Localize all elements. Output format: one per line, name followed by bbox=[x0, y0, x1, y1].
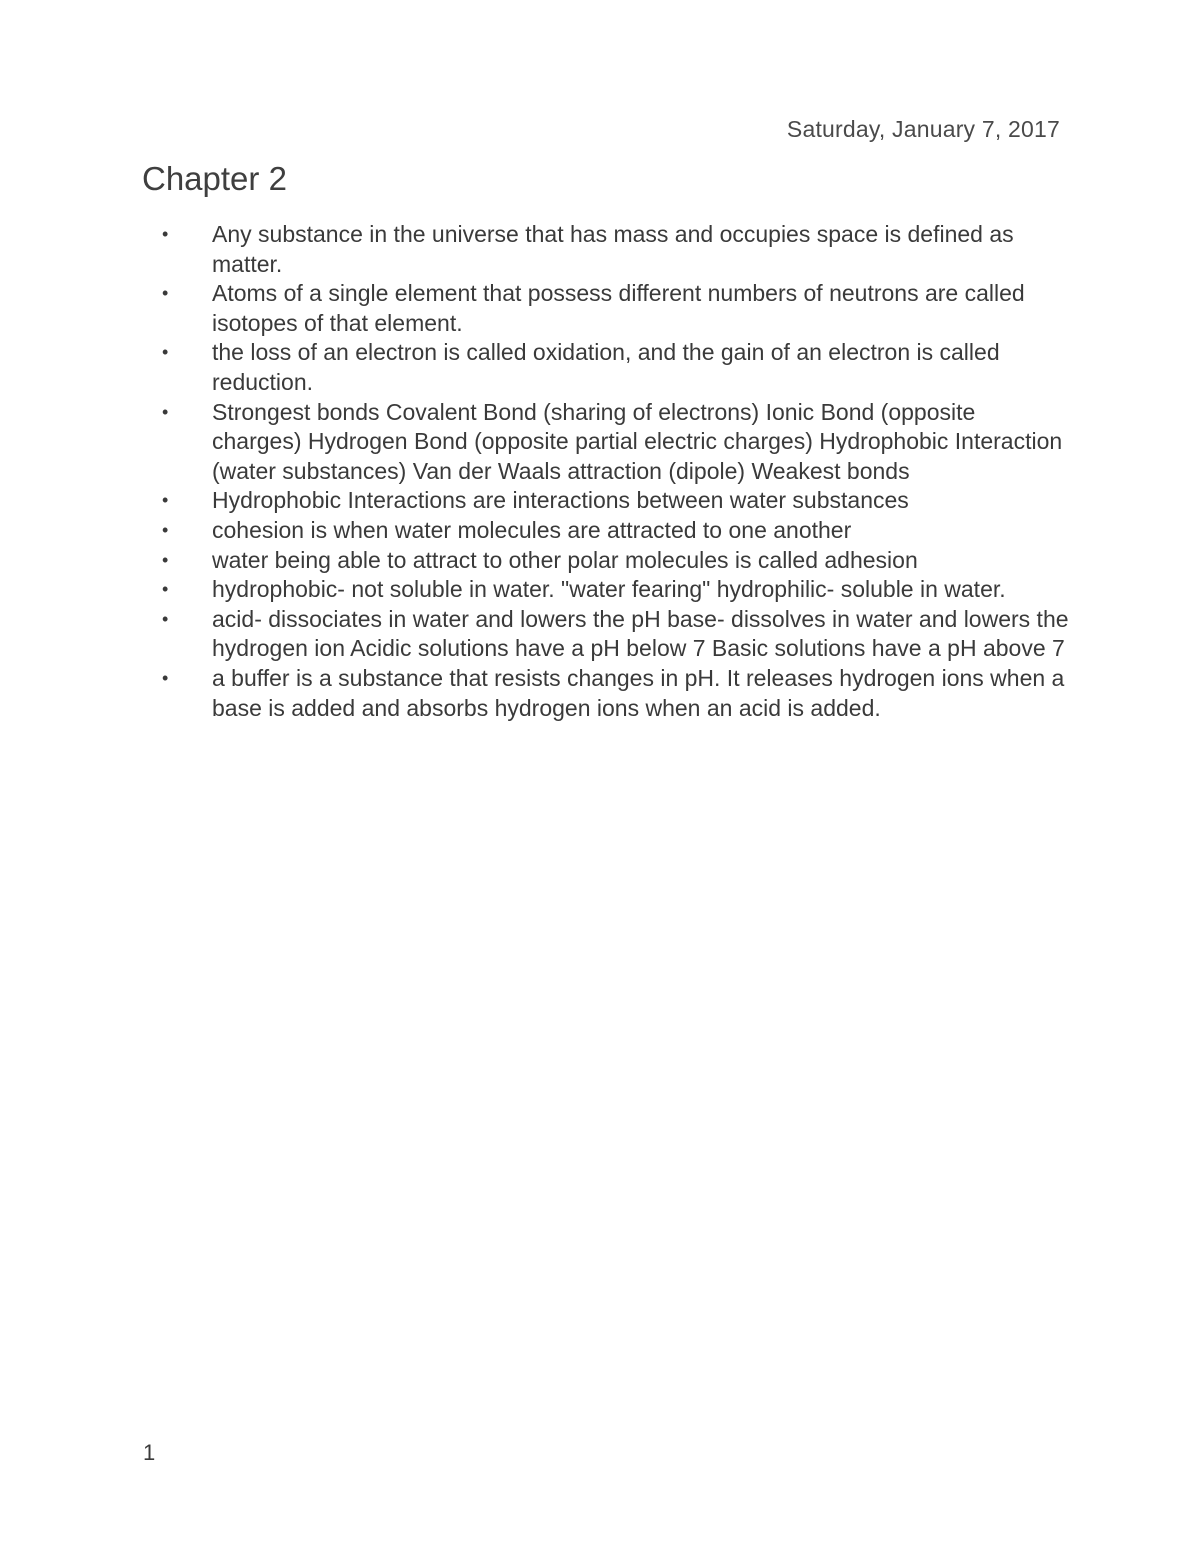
list-item bbox=[160, 220, 1070, 279]
list-item bbox=[160, 486, 1070, 516]
note-text: Any substance in the universe that has mass and occupies space is defined as matter. bbox=[212, 221, 1014, 277]
list-item bbox=[160, 575, 1070, 605]
bullet-icon: • bbox=[162, 549, 169, 570]
note-text: Hydrophobic Interactions are interactions between water substances bbox=[212, 487, 909, 514]
list-item bbox=[160, 546, 1070, 576]
bullet-icon: • bbox=[162, 224, 169, 244]
bullet-icon: • bbox=[162, 608, 169, 629]
bullet-icon: • bbox=[162, 342, 169, 363]
note-date: Saturday, January 7, 2017 bbox=[786, 116, 1060, 142]
list-item bbox=[160, 605, 1070, 664]
note-text: Atoms of a single element that possess different numbers of neutrons are called isotopes of that element. bbox=[212, 280, 1025, 336]
bullet-icon: • bbox=[162, 667, 169, 688]
bullet-icon: • bbox=[162, 579, 169, 600]
note-text: water being able to attract to other polar molecules is called adhesion bbox=[212, 546, 918, 573]
list-item bbox=[160, 398, 1070, 487]
notes-list bbox=[160, 220, 1070, 723]
list-item bbox=[160, 338, 1070, 397]
list-item bbox=[160, 664, 1070, 723]
bullet-icon: • bbox=[162, 283, 169, 304]
note-text: a buffer is a substance that resists changes in pH. It releases hydrogen ions when a base is added and absorbs hydrogen ions when an acid is added. bbox=[212, 664, 1065, 721]
bullet-icon: • bbox=[162, 519, 169, 540]
list-item bbox=[160, 516, 1070, 546]
page-title: Chapter 2 bbox=[142, 160, 287, 197]
bullet-icon: • bbox=[162, 401, 169, 422]
note-text: cohesion is when water molecules are attracted to one another bbox=[212, 516, 852, 543]
note-text: acid- dissociates in water and lowers the pH base- dissolves in water and lowers the hydrogen ion Acidic solutions have a pH below 7 Basic solutions have a pH above 7 bbox=[212, 605, 1069, 662]
list-item bbox=[160, 279, 1070, 338]
page-number: 1 bbox=[143, 1440, 156, 1465]
note-text: Strongest bonds Covalent Bond (sharing of electrons) Ionic Bond (opposite charges) Hydrogen Bond (opposite partial electric charges) Hydrophobic Interaction (water substances) Van der Waals attraction (dipole) Weakest bonds bbox=[212, 398, 1063, 484]
note-text: hydrophobic- not soluble in water. "water fearing" hydrophilic- soluble in water. bbox=[212, 576, 1006, 603]
bullet-icon: • bbox=[162, 490, 169, 511]
note-text: the loss of an electron is called oxidation, and the gain of an electron is called reduction. bbox=[212, 339, 1000, 395]
